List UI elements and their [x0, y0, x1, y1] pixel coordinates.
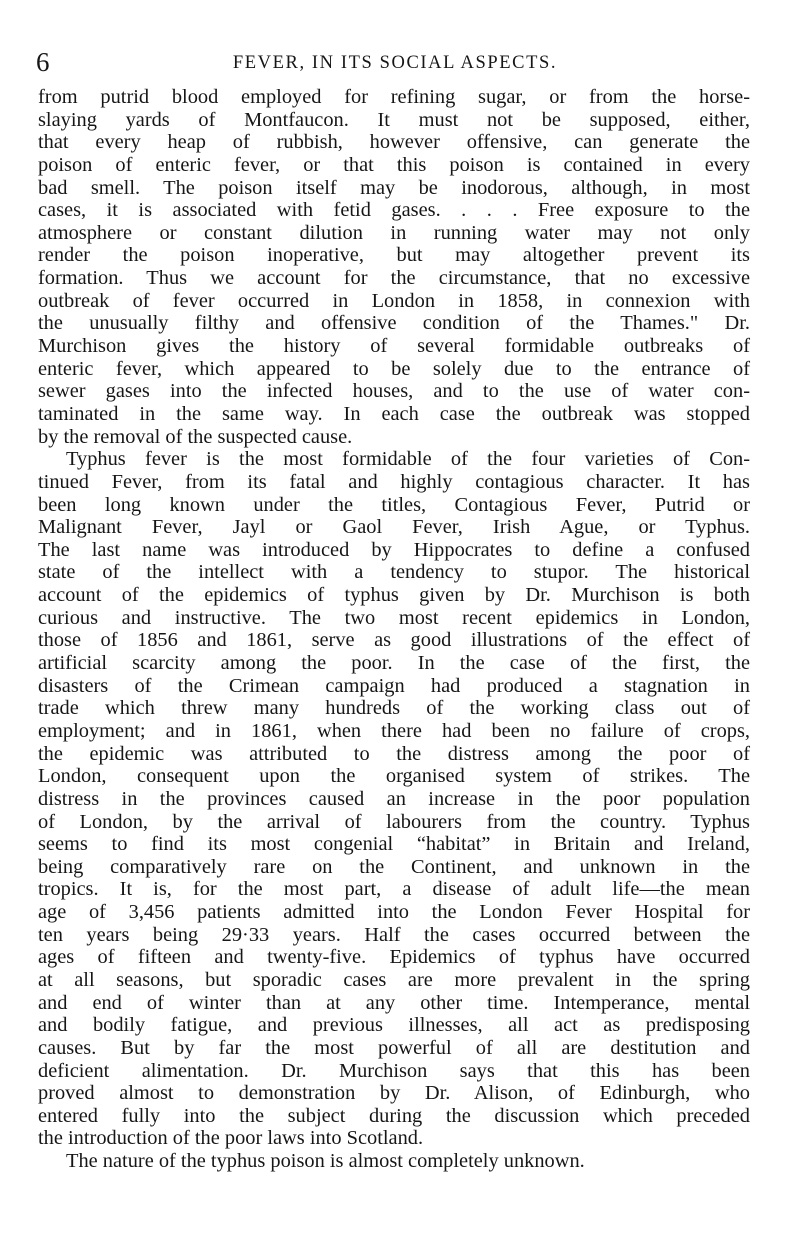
text-line: and end of winter than at any other time. Intemperance, mental [38, 991, 750, 1014]
paragraph-1 [38, 86, 750, 448]
text-line: that every heap of rubbish, however offensive, can generate the [38, 131, 750, 154]
text-line: seems to find its most congenial “habitat” in Britain and Ireland, [38, 833, 750, 856]
page-header [36, 46, 754, 78]
text-line: employment; and in 1861, when there had been no failure of crops, [38, 719, 750, 742]
text-line: causes. But by far the most powerful of all are destitution and [38, 1036, 750, 1059]
text-line: distress in the provinces caused an increase in the poor population [38, 787, 750, 810]
text-line: of London, by the arrival of labourers from the country. Typhus [38, 810, 750, 833]
text-line: the epidemic was attributed to the distress among the poor of [38, 742, 750, 765]
text-line: ten years being 29·33 years. Half the cases occurred between the [38, 923, 750, 946]
text-line: state of the intellect with a tendency to stupor. The historical [38, 561, 750, 584]
text-line: render the poison inoperative, but may altogether prevent its [38, 244, 750, 267]
text-line: curious and instructive. The two most recent epidemics in London, [38, 606, 750, 629]
text-line: cases, it is associated with fetid gases. . . . Free exposure to the [38, 199, 750, 222]
text-line: poison of enteric fever, or that this poison is contained in every [38, 153, 750, 176]
text-line: Murchison gives the history of several formidable outbreaks of [38, 335, 750, 358]
text-line: sewer gases into the infected houses, and to the use of water con- [38, 380, 750, 403]
text-line: bad smell. The poison itself may be inodorous, although, in most [38, 176, 750, 199]
text-line: age of 3,456 patients admitted into the London Fever Hospital for [38, 901, 750, 924]
text-line: been long known under the titles, Contagious Fever, Putrid or [38, 493, 750, 516]
text-line: formation. Thus we account for the circumstance, that no excessive [38, 267, 750, 290]
text-line: the unusually filthy and offensive condition of the Thames." Dr. [38, 312, 750, 335]
text-line: Typhus fever is the most formidable of the four varieties of Con- [66, 448, 750, 471]
running-title: FEVER, IN ITS SOCIAL ASPECTS. [232, 53, 558, 73]
body-text [38, 86, 750, 1173]
text-line: account of the epidemics of typhus given by Dr. Murchison is both [38, 584, 750, 607]
text-line: at all seasons, but sporadic cases are more prevalent in the spring [38, 968, 750, 991]
text-line: The nature of the typhus poison is almost completely unknown. [66, 1150, 585, 1173]
text-line: proved almost to demonstration by Dr. Alison, of Edinburgh, who [38, 1082, 750, 1105]
text-line: slaying yards of Montfaucon. It must not be supposed, either, [38, 108, 750, 131]
text-line: disasters of the Crimean campaign had produced a stagnation in [38, 674, 750, 697]
text-line: London, consequent upon the organised system of strikes. The [38, 765, 750, 788]
text-line: The last name was introduced by Hippocrates to define a confused [38, 538, 750, 561]
text-line: enteric fever, which appeared to be solely due to the entrance of [38, 357, 750, 380]
text-line: ages of fifteen and twenty-five. Epidemics of typhus have occurred [38, 946, 750, 969]
page-number: 6 [36, 47, 50, 77]
text-line: by the removal of the suspected cause. [38, 425, 353, 448]
text-line: artificial scarcity among the poor. In the case of the first, the [38, 652, 750, 675]
text-line: atmosphere or constant dilution in running water may not only [38, 221, 750, 244]
text-line: being comparatively rare on the Continent, and unknown in the [38, 855, 750, 878]
paragraph-3 [38, 1150, 750, 1173]
text-line: from putrid blood employed for refining sugar, or from the horse- [38, 86, 750, 108]
text-line: outbreak of fever occurred in London in 1858, in connexion with [38, 289, 750, 312]
text-line: tropics. It is, for the most part, a disease of adult life—the mean [38, 878, 750, 901]
text-line: Malignant Fever, Jayl or Gaol Fever, Irish Ague, or Typhus. [38, 516, 750, 539]
text-line: taminated in the same way. In each case the outbreak was stopped [38, 402, 750, 425]
text-line: tinued Fever, from its fatal and highly contagious character. It has [38, 470, 750, 493]
text-line: trade which threw many hundreds of the working class out of [38, 697, 750, 720]
text-line: entered fully into the subject during the discussion which preceded [38, 1104, 750, 1127]
text-line: and bodily fatigue, and previous illnesses, all act as predisposing [38, 1014, 750, 1037]
paragraph-2 [38, 448, 750, 1150]
text-line: the introduction of the poor laws into Scotland. [38, 1127, 424, 1150]
text-line: those of 1856 and 1861, serve as good illustrations of the effect of [38, 629, 750, 652]
text-line: deficient alimentation. Dr. Murchison says that this has been [38, 1059, 750, 1082]
